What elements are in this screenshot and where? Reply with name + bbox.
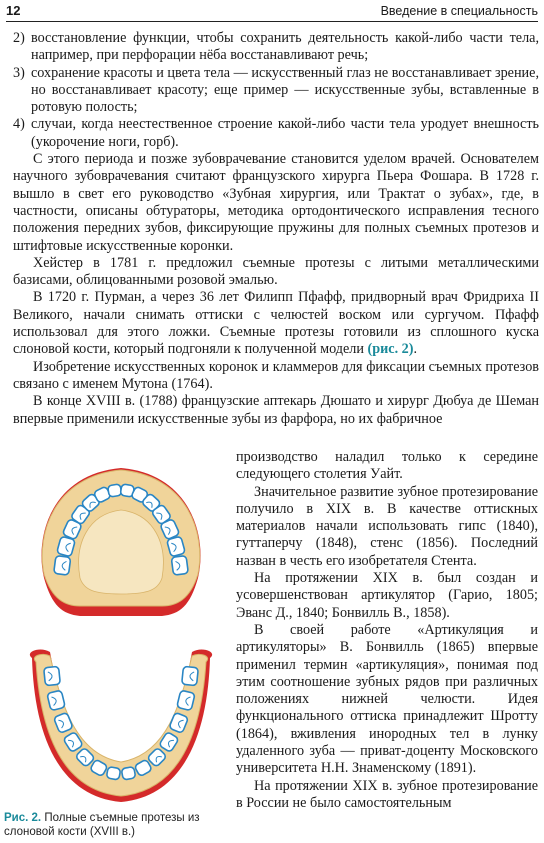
tooth-icon: [44, 666, 61, 685]
running-title: Введение в специальность: [380, 4, 538, 18]
list-number: 3): [13, 64, 25, 81]
upper-denture: [41, 468, 200, 616]
paragraph-heister: Хейстер в 1781 г. предложил съемные протезы с литыми металлическими базисами, облицованными розовой эмалью.: [13, 254, 539, 289]
paragraph-fauchard: С этого периода и позже зубоврачевание становится уделом врачей. Основателем научного зубоврачевания считают французского хирурга Пьера Фошара. В 1728 г. вышло в свет его руководство «Зубная хирургия, или Трактат о зубах», где, в частности, описаны обтураторы, методика ортодонтического исправления тесного положения передних зубов, фиксирующие пружины для полных съемных протезов и штифтовые искусственные коронки.: [13, 151, 539, 254]
figure-caption: [4, 812, 230, 839]
figure-reference-link[interactable]: (рис. 2): [367, 341, 414, 358]
tooth-icon: [177, 690, 195, 711]
list-text: сохранение красоты и цвета тела — искусственный глаз не восстанавливает зрение, но восстанавливает красоту; еще пример — искусственные зубы, вставленные в ротовую полость;: [31, 64, 539, 116]
denture-illustration: [12, 456, 230, 810]
paragraph-mouton: Изобретение искусственных коронок и кламмеров для фиксации съемных протезов связано с именем Мутона (1764).: [13, 358, 539, 392]
paragraph-bonwill: В своей работе «Артикуляция и артикуляторы» В. Бонвилль (1865) впервые применил термин «артикуляция», понимая под этим соотношение зубных рядов при различных положениях нижней челюсти. Идея функционального оттиска принадлежит Шротту (1864), вживления инородных тел в лунку удаленного зуба — приват-доценту Московского университета Н.Н. Знаменскому (1891).: [236, 621, 538, 777]
paragraph-russia: На протяжении XIX в. зубное протезирование в России не было самостоятельным: [236, 777, 538, 811]
caption-label: Рис. 2.: [4, 812, 42, 824]
tooth-icon: [171, 556, 188, 576]
main-text: [13, 30, 539, 428]
tooth-icon: [106, 767, 120, 781]
lower-denture: [30, 650, 212, 802]
page-number: 12: [6, 3, 21, 18]
paragraph-purman: [13, 289, 539, 358]
tooth-icon: [54, 556, 71, 576]
caption-text: Полные съемные протезы из слоновой кости (XVIII в.): [4, 812, 200, 838]
paragraph-dushato-cont: производство наладил только к середине следующего столетия Уайт.: [236, 449, 538, 483]
paragraph-impressions: Значительное развитие зубное протезирование получило в XIX в. В качестве оттискных материалов начали использовать гипс (1840), гуттаперчу (1848), стенс (1856). Последний назван в честь его изобретателя Стента.: [236, 483, 538, 569]
list-number: 4): [13, 116, 25, 133]
figure-dentures: [12, 456, 230, 810]
purman-end: .: [413, 341, 418, 358]
purman-text: В 1720 г. Пурман, а через 36 лет Филипп Пфафф, придворный врач Фридриха II Великого, начали снимать оттиски с челюстей воском или сургучом. Пфафф использовал для этого ложки. Съемные протезы готовили из сплошного куска слоновой кости, который подгоняли к полученной модели: [13, 289, 539, 358]
wrapped-text-column: [236, 449, 538, 812]
tooth-icon: [108, 484, 122, 497]
paragraph-articulator: На протяжении XIX в. был создан и усовершенствован артикулятор (Гарио, 1805; Эванс Д., 1840; Бонвилль В., 1858).: [236, 570, 538, 621]
page-header: [6, 2, 538, 22]
paragraph-dushato: В конце XVIII в. (1788) французские аптекарь Дюшато и хирург Дюбуа де Шеман впервые применили искусственные зубы из фарфора, но их фабричное: [13, 393, 539, 427]
tooth-icon: [182, 666, 199, 685]
list-item: [13, 30, 539, 65]
list-item: [13, 116, 539, 151]
list-text: восстановление функции, чтобы сохранить деятельность какой-либо части тела, например, при перфорации нёба восстанавливают речь;: [31, 30, 539, 64]
list-number: 2): [13, 30, 25, 46]
tooth-icon: [47, 690, 65, 711]
tooth-icon: [121, 767, 135, 781]
list-text: случаи, когда неестественное строение какой-либо части тела уродует внешность (укорочение ноги, горб).: [31, 116, 539, 150]
list-item: [13, 65, 539, 117]
